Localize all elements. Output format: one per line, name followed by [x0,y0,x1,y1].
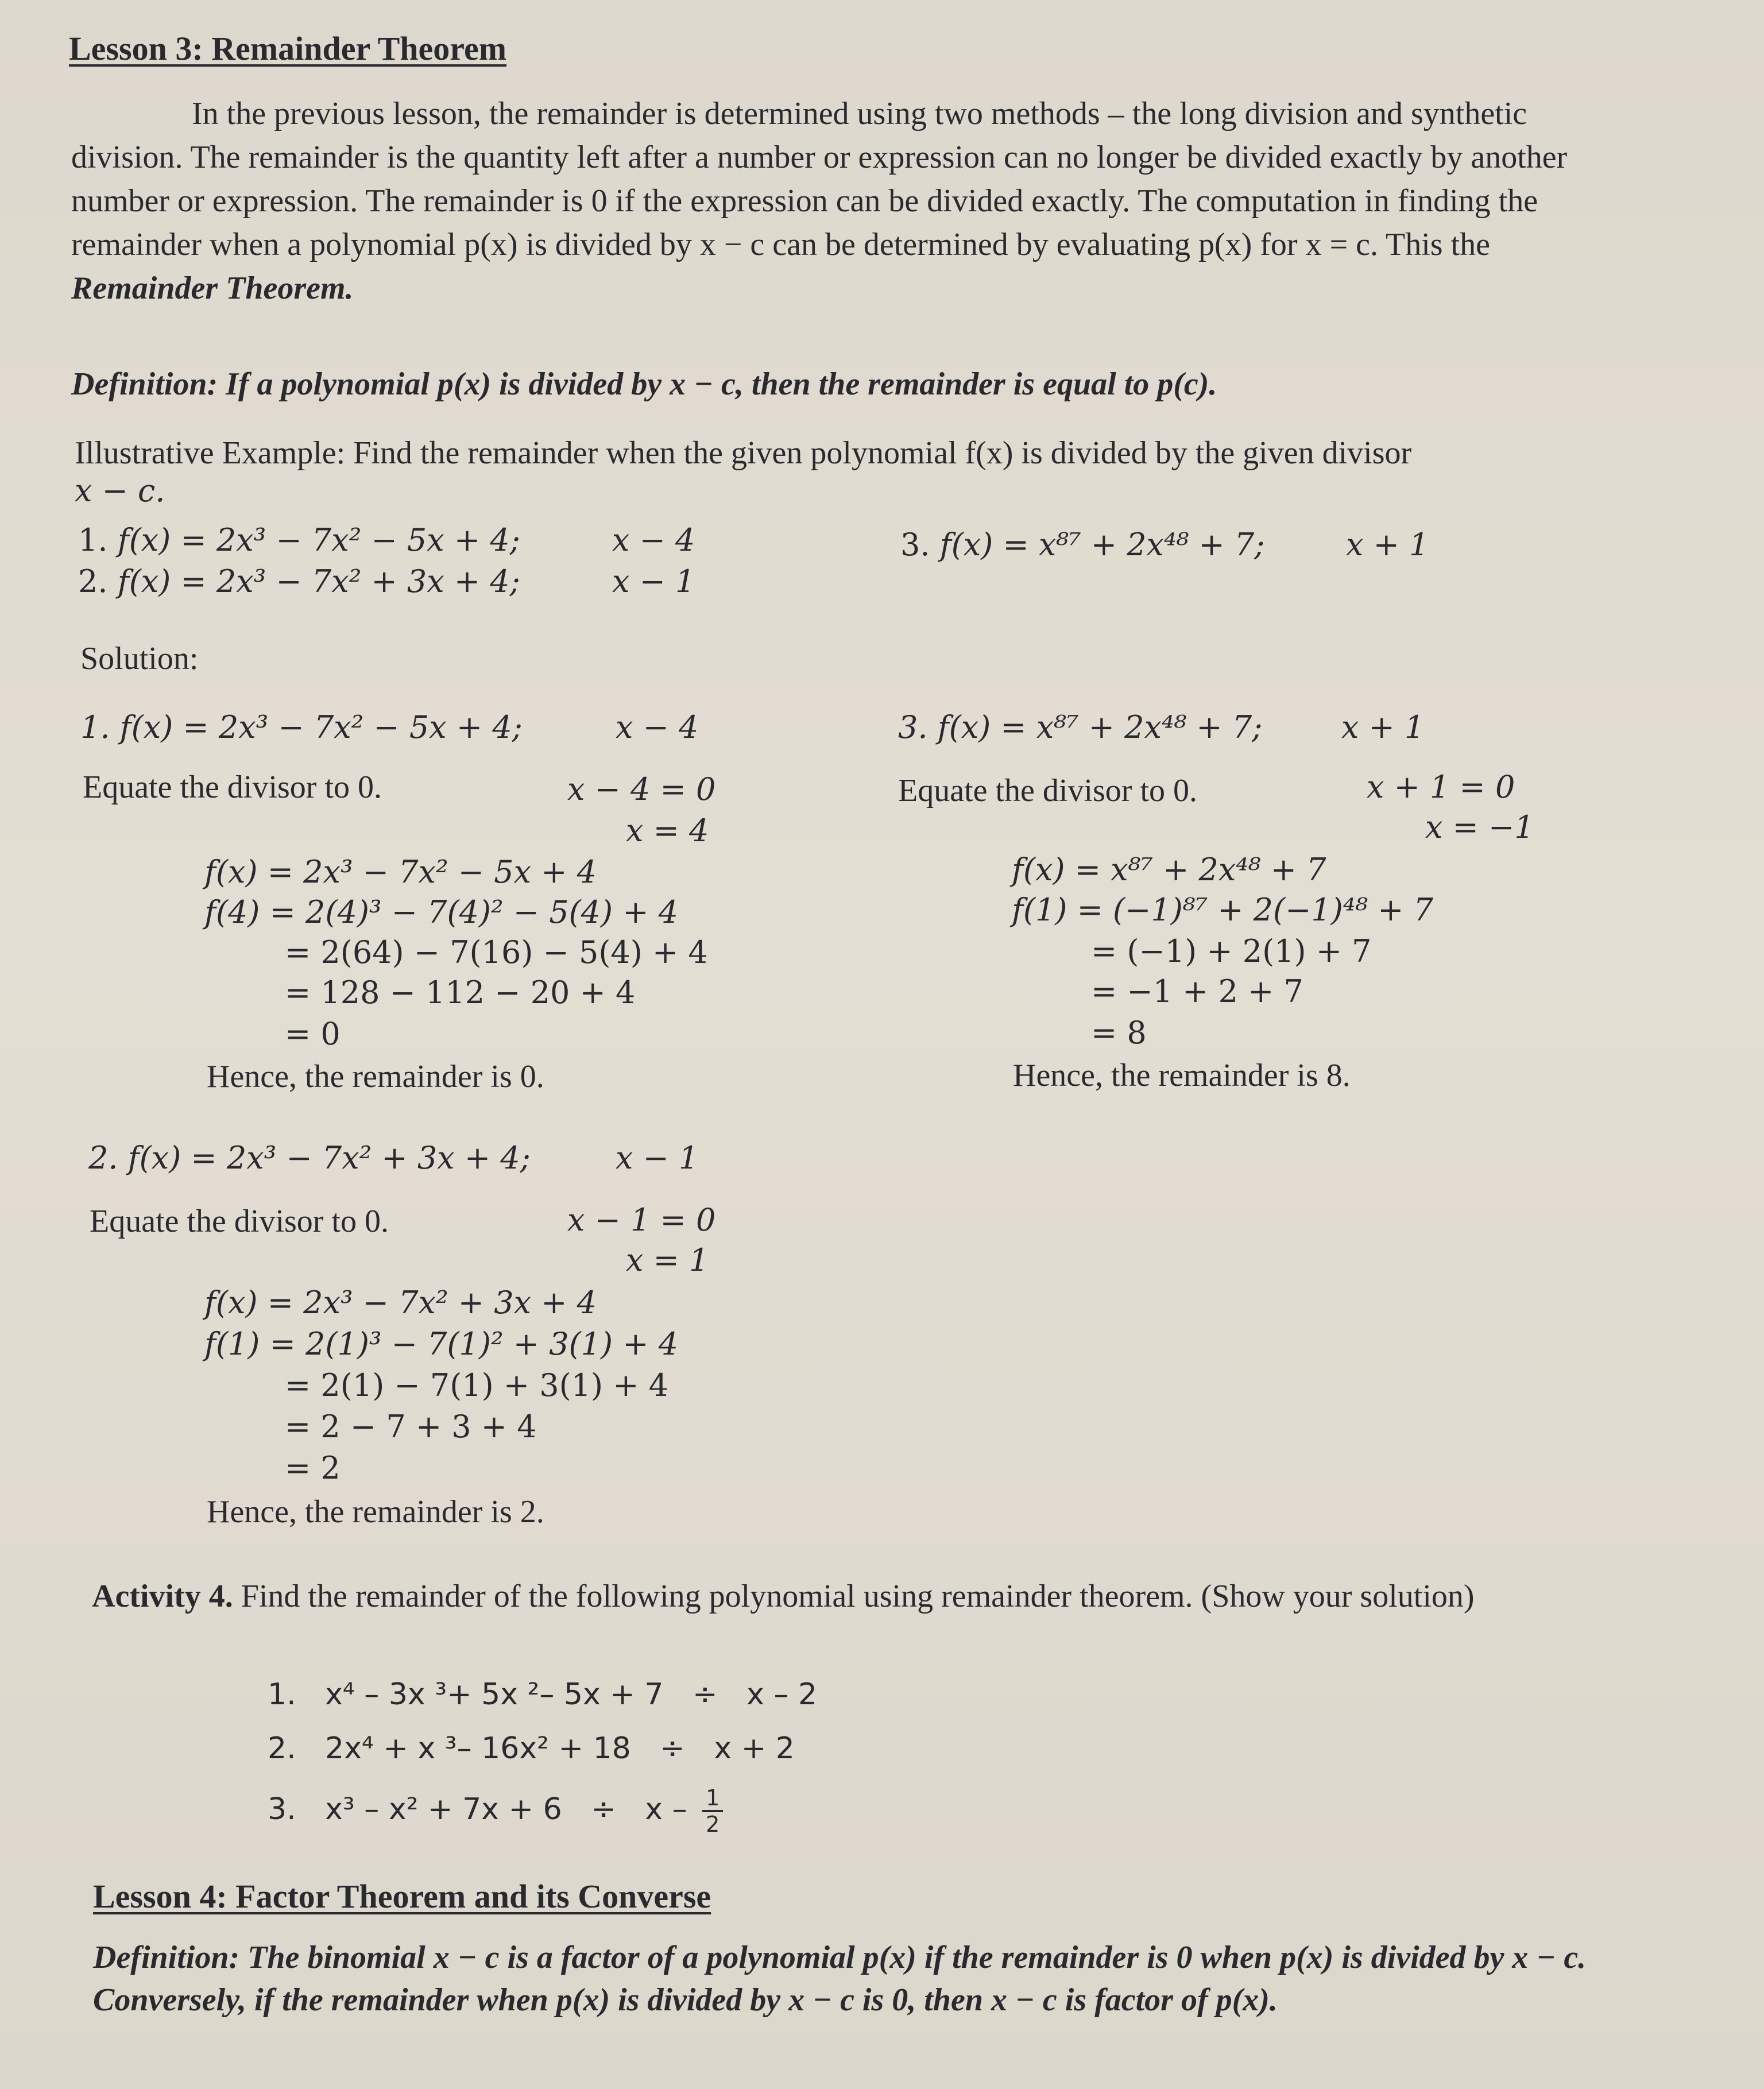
item-divisor: x – 2 [746,1677,818,1712]
solution-3-conclusion: Hence, the remainder is 8. [1013,1058,1351,1093]
solution-1-step: f(x) = 2x³ − 7x² − 5x + 4 [204,854,597,890]
solution-3-step: f(1) = (−1)⁸⁷ + 2(−1)⁴⁸ + 7 [1012,892,1433,928]
item-number: 3. [268,1792,296,1827]
activity-label: Activity 4. [92,1579,233,1614]
solution-2-divisor: x − 1 [616,1140,699,1176]
remainder-theorem-definition: Definition: If a polynomial p(x) is divided by x − c, then the remainder is equal to p(c). [71,366,1217,402]
solution-1-conclusion: Hence, the remainder is 0. [207,1059,544,1094]
activity-item-3 [268,1786,723,1836]
solution-2-header: 2. f(x) = 2x³ − 7x² + 3x + 4; [88,1140,531,1176]
solution-2-step: = 2 [285,1450,341,1486]
solution-3-header: 3. f(x) = x⁸⁷ + 2x⁴⁸ + 7; [898,709,1263,745]
item-number: 2. [268,1731,296,1766]
item-expression: x⁴ – 3x ³+ 5x ²– 5x + 7 [325,1677,664,1712]
intro-text: In the previous lesson, the remainder is determined using two methods – the long division and synthetic division. The remainder is the quantity left after a number or expression can no longer be divided exactly by another number or expression. The remainder is 0 if the expression can be divided exactly. The computation in finding the remainder when a polynomial p(x) is divided by x − c can be determined by evaluating p(x) for x = c. This the [71,96,1568,262]
activity-item-2 [268,1728,795,1769]
example-polynomial: f(x) = x⁸⁷ + 2x⁴⁸ + 7; [939,527,1265,563]
divide-symbol: ÷ [591,1792,616,1827]
solution-3-step: = 8 [1091,1015,1147,1051]
solution-2-step: = 2(1) − 7(1) + 3(1) + 4 [285,1367,669,1403]
item-expression: x³ – x² + 7x + 6 [325,1792,562,1827]
solution-2-step: f(1) = 2(1)³ − 7(1)² + 3(1) + 4 [204,1326,678,1362]
factor-theorem-definition: Definition: The binomial x − c is a factor of a polynomial p(x) if the remainder is 0 when p(x) is divided by x − c. Conversely, if the remainder when p(x) is divided by x − c is 0, then x − c is factor of p(x). [93,1940,1587,2018]
solution-3-step: = (−1) + 2(1) + 7 [1091,933,1372,969]
solution-3-root: x = −1 [1425,809,1534,845]
fraction-denominator: 2 [706,1812,720,1837]
solution-1-equation: x − 4 = 0 [567,771,716,807]
illustrative-example-line1: Illustrative Example: Find the remainder when the given polynomial f(x) is divided by the given divisor [75,435,1412,471]
divide-symbol: ÷ [693,1677,718,1712]
activity-item-1 [268,1674,817,1715]
example-3-divisor: x + 1 [1346,527,1429,563]
example-3 [900,525,1264,565]
lesson4-title: Lesson 4: Factor Theorem and its Converse [93,1878,711,1915]
solution-1-divisor: x − 4 [616,709,699,745]
example-number: 2. [78,563,108,599]
activity-instruction: Find the remainder of the following polynomial using remainder theorem. (Show your solution) [241,1579,1475,1614]
example-1-divisor: x − 4 [612,522,695,558]
solution-2-equation: x − 1 = 0 [567,1202,716,1238]
item-number: 1. [268,1677,296,1712]
solution-3-step: = −1 + 2 + 7 [1091,973,1303,1009]
solution-2-step: = 2 − 7 + 3 + 4 [285,1409,537,1445]
solution-label: Solution: [80,641,199,676]
example-2 [78,562,520,602]
solution-3-step: f(x) = x⁸⁷ + 2x⁴⁸ + 7 [1012,852,1326,888]
solution-2-root: x = 1 [626,1242,709,1278]
example-polynomial: f(x) = 2x³ − 7x² − 5x + 4; [117,522,520,558]
solution-1-step: = 0 [285,1016,341,1052]
example-number: 3. [900,527,930,563]
example-number: 1. [78,522,108,558]
item-divisor: x + 2 [714,1731,795,1766]
fraction-one-half [702,1786,723,1836]
illustrative-example-line2: x − c. [75,473,165,509]
example-1 [78,520,520,560]
solution-1-equate-label: Equate the divisor to 0. [83,769,382,805]
intro-emphasis: Remainder Theorem. [71,270,354,306]
example-polynomial: f(x) = 2x³ − 7x² + 3x + 4; [117,563,520,599]
solution-1-step: = 128 − 112 − 20 + 4 [285,974,636,1011]
lesson3-title: Lesson 3: Remainder Theorem [69,30,507,67]
solution-1-header: 1. f(x) = 2x³ − 7x² − 5x + 4; [80,709,523,745]
example-2-divisor: x − 1 [612,563,695,599]
item-divisor: x – [645,1792,687,1827]
solution-2-step: f(x) = 2x³ − 7x² + 3x + 4 [204,1285,597,1321]
fraction-numerator: 1 [702,1786,723,1812]
activity-4 [92,1575,1516,1618]
solution-1-root: x = 4 [626,813,709,849]
divide-symbol: ÷ [660,1731,685,1766]
solution-2-equate-label: Equate the divisor to 0. [90,1204,389,1239]
solution-2-conclusion: Hence, the remainder is 2. [207,1494,544,1530]
item-expression: 2x⁴ + x ³– 16x² + 18 [325,1731,631,1766]
solution-3-divisor: x + 1 [1341,709,1425,745]
solution-1-step: = 2(64) − 7(16) − 5(4) + 4 [285,934,708,970]
solution-3-equate-label: Equate the divisor to 0. [898,773,1198,808]
solution-1-step: f(4) = 2(4)³ − 7(4)² − 5(4) + 4 [204,894,678,930]
intro-paragraph [71,92,1587,310]
solution-3-equation: x + 1 = 0 [1367,769,1515,805]
